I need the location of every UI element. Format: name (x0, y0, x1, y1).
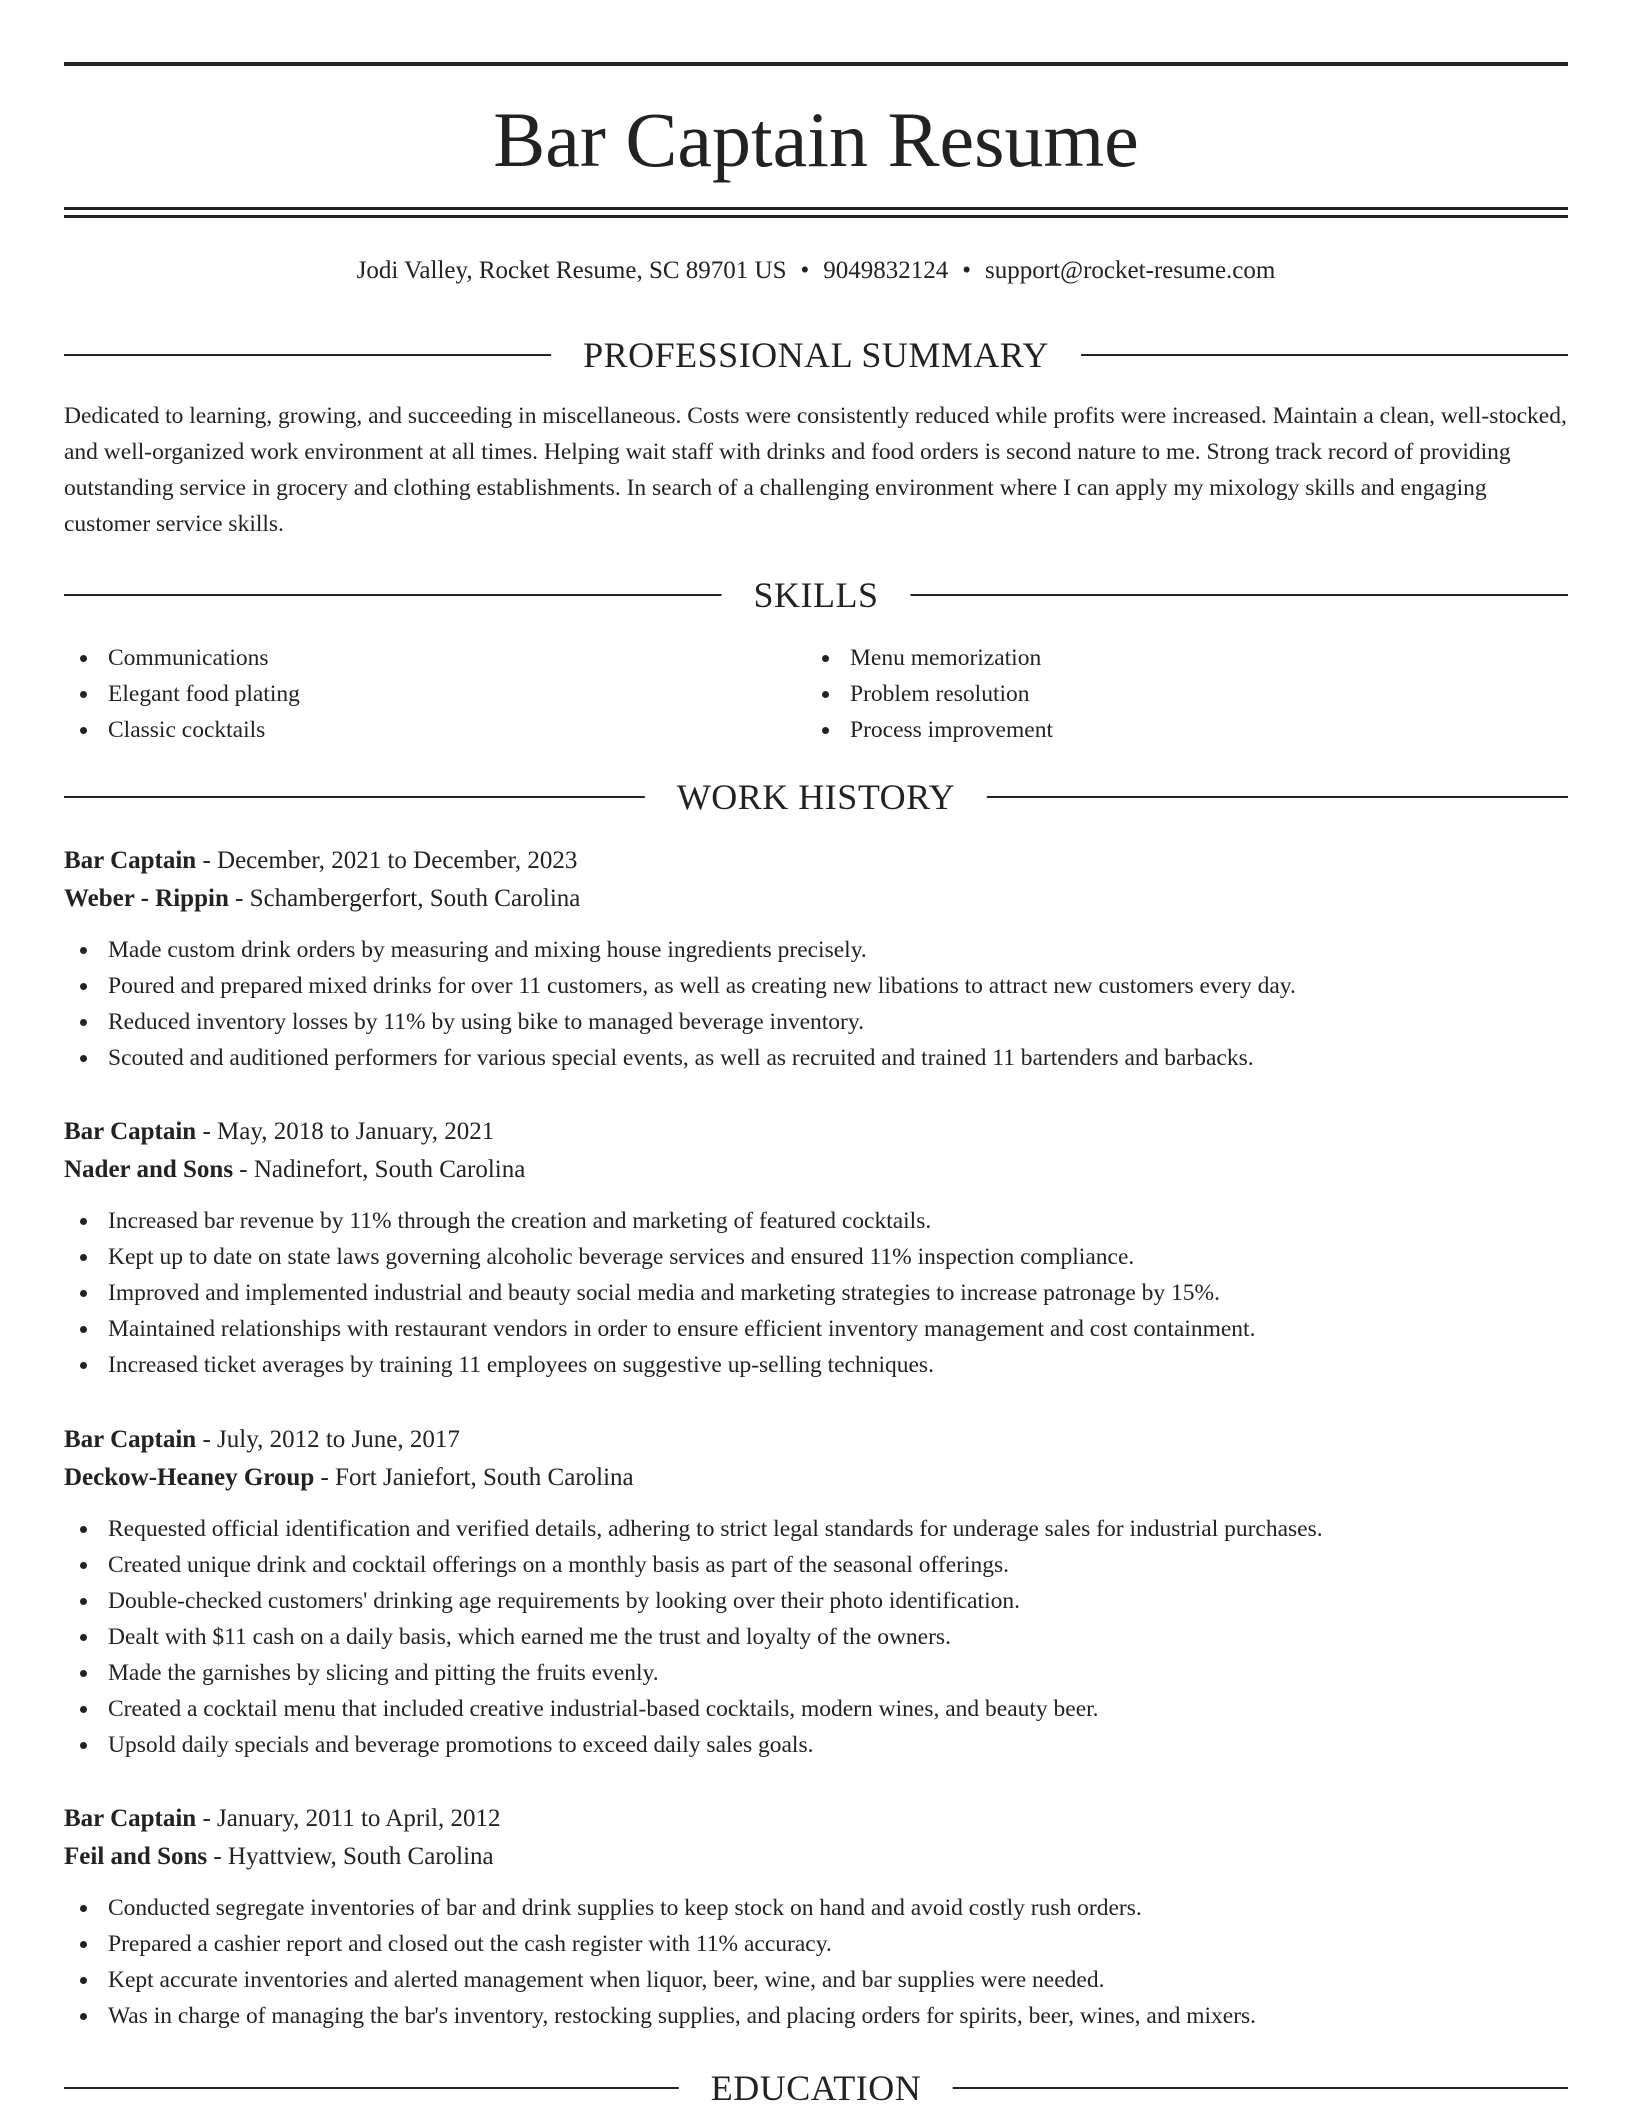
job-bullet: Prepared a cashier report and closed out the cash register with 11% accuracy. (64, 1926, 1568, 1962)
job-location: - Nadinefort, South Carolina (233, 1156, 526, 1183)
job-location: - Schambergerfort, South Carolina (228, 885, 581, 912)
contact-address: Jodi Valley, Rocket Resume, SC 89701 US (356, 257, 787, 284)
section-heading-skills (64, 575, 1568, 615)
job-company: Weber - Rippin (64, 885, 229, 912)
top-rule (64, 62, 1568, 66)
job-bullets (64, 1890, 1568, 2034)
job-bullet: Reduced inventory losses by 11% by using bike to managed beverage inventory. (64, 1004, 1568, 1040)
job-bullet: Kept up to date on state laws governing alcoholic beverage services and ensured 11% inspection compliance. (64, 1239, 1568, 1275)
job-location: - Fort Janiefort, South Carolina (314, 1464, 634, 1491)
job-bullet: Increased bar revenue by 11% through the creation and marketing of featured cocktails. (64, 1203, 1568, 1239)
job-bullets (64, 1511, 1568, 1763)
job-dates: - December, 2021 to December, 2023 (196, 847, 578, 874)
skill-item: Menu memorization (806, 640, 1506, 676)
job-bullet: Maintained relationships with restaurant vendors in order to ensure efficient inventory management and cost containment. (64, 1311, 1568, 1347)
job-company: Deckow-Heaney Group (64, 1464, 315, 1491)
job-company-line (64, 1459, 1568, 1497)
job-bullets (64, 932, 1568, 1076)
job-title-line (64, 1421, 1568, 1459)
skill-item: Process improvement (806, 712, 1506, 748)
job-company-line (64, 1151, 1568, 1189)
job-title: Bar Captain (64, 847, 197, 874)
job-location: - Hyattview, South Carolina (207, 1843, 494, 1870)
skills-list-left (64, 640, 764, 748)
section-heading-work (64, 777, 1568, 817)
job-title: Bar Captain (64, 1805, 197, 1832)
job-bullet: Dealt with $11 cash on a daily basis, which earned me the trust and loyalty of the owners. (64, 1619, 1568, 1655)
contact-separator: • (962, 257, 972, 284)
section-title: WORK HISTORY (645, 777, 987, 817)
job-bullet: Requested official identification and verified details, adhering to strict legal standards for underage sales for industrial purchases. (64, 1511, 1568, 1547)
job-entry (64, 1421, 1568, 1763)
job-bullet: Scouted and auditioned performers for various special events, as well as recruited and trained 11 bartenders and barbacks. (64, 1040, 1568, 1076)
skill-item: Classic cocktails (64, 712, 764, 748)
section-heading-summary (64, 335, 1568, 375)
resume-title: Bar Captain Resume (493, 96, 1139, 183)
job-bullet: Increased ticket averages by training 11 employees on suggestive up-selling techniques. (64, 1347, 1568, 1383)
job-title: Bar Captain (64, 1118, 197, 1145)
contact-separator: • (800, 257, 810, 284)
section-title: PROFESSIONAL SUMMARY (551, 335, 1081, 375)
job-title-line (64, 1800, 1568, 1838)
section-title: EDUCATION (679, 2068, 953, 2108)
skill-item: Communications (64, 640, 764, 676)
job-title-line (64, 1113, 1568, 1151)
job-title: Bar Captain (64, 1426, 197, 1453)
contact-phone: 9049832124 (823, 257, 949, 284)
job-bullet: Improved and implemented industrial and beauty social media and marketing strategies to increase patronage by 15%. (64, 1275, 1568, 1311)
job-company: Nader and Sons (64, 1156, 234, 1183)
job-entry (64, 842, 1568, 1076)
title-rule-upper (64, 207, 1568, 210)
job-bullet: Made the garnishes by slicing and pitting the fruits evenly. (64, 1655, 1568, 1691)
section-title: SKILLS (721, 575, 910, 615)
job-entry (64, 1800, 1568, 2034)
job-bullet: Double-checked customers' drinking age requirements by looking over their photo identification. (64, 1583, 1568, 1619)
contact-line (64, 253, 1568, 289)
skill-item: Elegant food plating (64, 676, 764, 712)
job-dates: - July, 2012 to June, 2017 (196, 1426, 460, 1453)
job-bullet: Conducted segregate inventories of bar and drink supplies to keep stock on hand and avoid costly rush orders. (64, 1890, 1568, 1926)
job-company: Feil and Sons (64, 1843, 208, 1870)
skill-item: Problem resolution (806, 676, 1506, 712)
job-bullet: Kept accurate inventories and alerted management when liquor, beer, wine, and bar supplies were needed. (64, 1962, 1568, 1998)
section-heading-education (64, 2068, 1568, 2108)
job-dates: - January, 2011 to April, 2012 (196, 1805, 501, 1832)
professional-summary: Dedicated to learning, growing, and succeeding in miscellaneous. Costs were consistently reduced while profits were increased. Maintain a clean, well-stocked, and well-organized work environment at all times. Helping wait staff with drinks and food orders is second nature to me. Strong track record of providing outstanding service in grocery and clothing establishments. In search of a challenging environment where I can apply my mixology skills and engaging customer service skills. (64, 403, 1567, 537)
job-company-line (64, 1838, 1568, 1876)
job-bullet: Was in charge of managing the bar's inventory, restocking supplies, and placing orders for spirits, beer, wines, and mixers. (64, 1998, 1568, 2034)
job-bullet: Poured and prepared mixed drinks for over 11 customers, as well as creating new libations to attract new customers every day. (64, 968, 1568, 1004)
job-title-line (64, 842, 1568, 880)
skills-list-right (806, 640, 1506, 748)
job-bullet: Upsold daily specials and beverage promotions to exceed daily sales goals. (64, 1727, 1568, 1763)
job-bullets (64, 1203, 1568, 1383)
job-bullet: Made custom drink orders by measuring and mixing house ingredients precisely. (64, 932, 1568, 968)
job-dates: - May, 2018 to January, 2021 (196, 1118, 495, 1145)
job-company-line (64, 880, 1568, 918)
job-entry (64, 1113, 1568, 1383)
job-bullet: Created unique drink and cocktail offerings on a monthly basis as part of the seasonal offerings. (64, 1547, 1568, 1583)
contact-email: support@rocket-resume.com (985, 257, 1276, 284)
title-rule-lower (64, 215, 1568, 218)
job-bullet: Created a cocktail menu that included creative industrial-based cocktails, modern wines, and beauty beer. (64, 1691, 1568, 1727)
